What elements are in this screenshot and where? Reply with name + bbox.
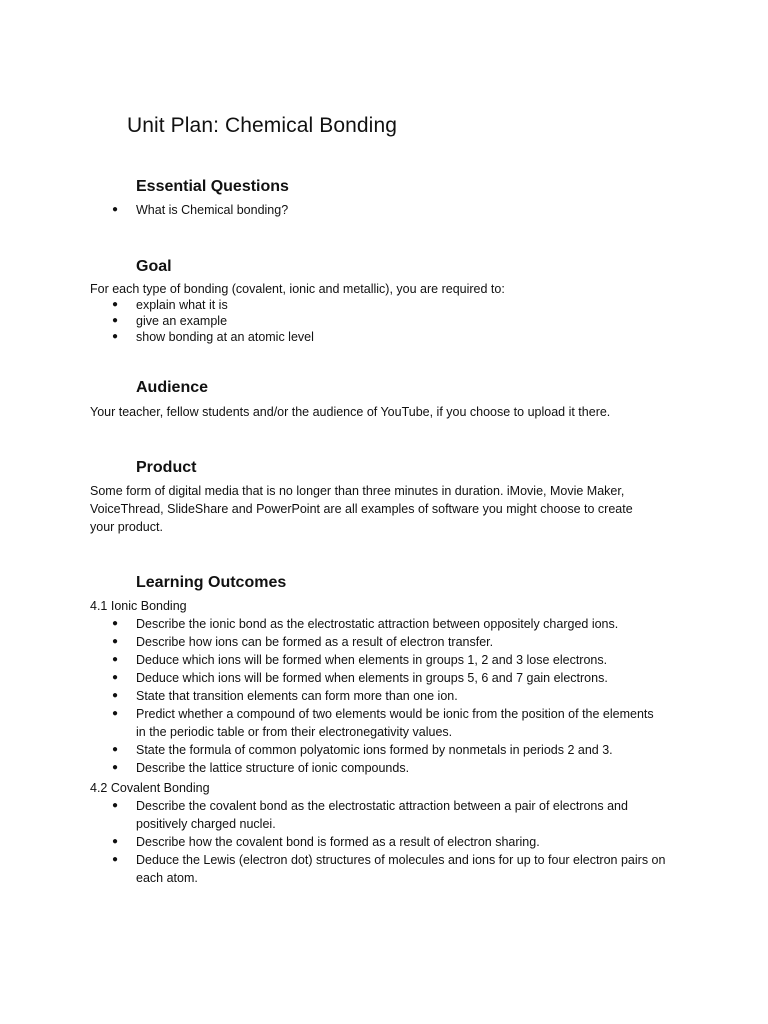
bullet-icon: ●	[112, 618, 119, 629]
audience-heading: Audience	[136, 379, 209, 396]
list-item: ● Describe the covalent bond as the electrostatic attraction between a pair of electrons and positively charged nuclei.	[112, 799, 628, 831]
essential-questions-heading: Essential Questions	[136, 178, 289, 195]
bullet-icon: ●	[112, 654, 119, 665]
list-item: ● Describe how the covalent bond is formed as a result of electron sharing.	[112, 835, 540, 849]
bullet-icon: ●	[112, 204, 119, 215]
bullet-icon: ●	[112, 672, 119, 683]
list-item: ● Describe how ions can be formed as a result of electron transfer.	[112, 635, 494, 649]
list-item: ● State the formula of common polyatomic ions formed by nonmetals in periods 2 and 3.	[112, 743, 613, 757]
list-item: ● State that transition elements can form more than one ion.	[112, 689, 458, 703]
bullet-icon: ●	[112, 315, 119, 326]
list-item: ● Describe the lattice structure of ionic compounds.	[112, 761, 410, 775]
goal-list	[112, 296, 692, 346]
audience-text: Your teacher, fellow students and/or the audience of YouTube, if you choose to upload it there.	[90, 405, 611, 419]
bullet-icon: ●	[112, 636, 119, 647]
list-item: ● Predict whether a compound of two elements would be ionic from the position of the elements in the periodic table or from their electronegativity values.	[112, 707, 654, 739]
bullet-icon: ●	[112, 299, 119, 310]
essential-questions-list	[112, 201, 692, 219]
section-label-ionic: 4.1 Ionic Bonding	[90, 599, 187, 613]
list-item: ● Deduce which ions will be formed when elements in groups 1, 2 and 3 lose electrons.	[112, 653, 608, 667]
list-item: ● What is Chemical bonding?	[112, 203, 289, 217]
goal-intro: For each type of bonding (covalent, ionic and metallic), you are required to:	[90, 282, 505, 296]
list-item: ● show bonding at an atomic level	[112, 330, 314, 344]
bullet-icon: ●	[112, 800, 119, 811]
bullet-icon: ●	[112, 836, 119, 847]
bullet-icon: ●	[112, 708, 119, 719]
section-label-covalent: 4.2 Covalent Bonding	[90, 781, 210, 795]
page-title: Unit Plan: Chemical Bonding	[127, 114, 398, 137]
ionic-outcomes-list	[112, 615, 687, 777]
list-item: ● Deduce which ions will be formed when elements in groups 5, 6 and 7 gain electrons.	[112, 671, 608, 685]
list-item: ● explain what it is	[112, 298, 228, 312]
product-text: Some form of digital media that is no longer than three minutes in duration. iMovie, Movie Maker, VoiceThread, SlideShare and PowerPoint are all examples of software you might choose to create your product.	[90, 484, 633, 534]
product-heading: Product	[136, 459, 197, 476]
learning-outcomes-heading: Learning Outcomes	[136, 574, 287, 591]
list-item: ● Deduce the Lewis (electron dot) structures of molecules and ions for up to four electron pairs on each atom.	[112, 853, 666, 885]
list-item: ● Describe the ionic bond as the electrostatic attraction between oppositely charged ions.	[112, 617, 619, 631]
goal-heading: Goal	[136, 258, 172, 275]
list-item: ● give an example	[112, 314, 228, 328]
bullet-icon: ●	[112, 854, 119, 865]
bullet-icon: ●	[112, 762, 119, 773]
bullet-icon: ●	[112, 744, 119, 755]
bullet-icon: ●	[112, 690, 119, 701]
bullet-icon: ●	[112, 331, 119, 342]
covalent-outcomes-list	[112, 797, 677, 887]
